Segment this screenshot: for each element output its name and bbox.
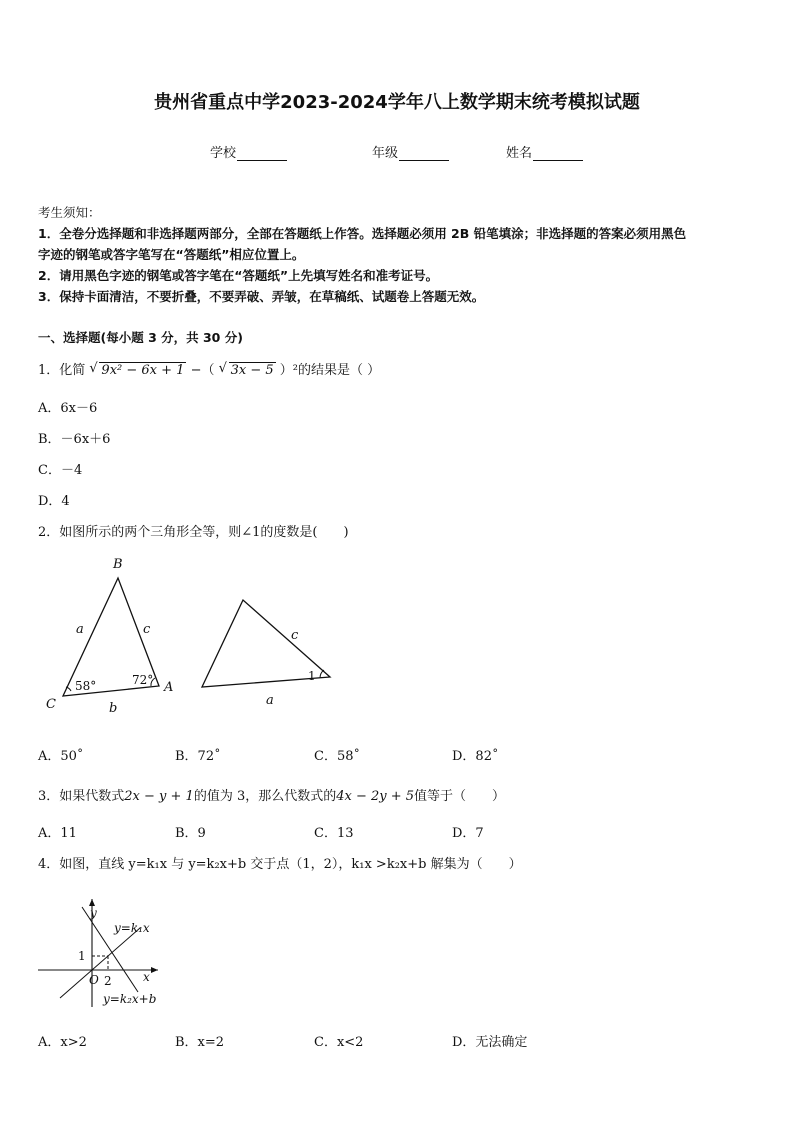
q2-option-b[interactable]: B．72˚ — [175, 749, 221, 764]
radical-sign-icon: √ — [218, 361, 227, 376]
notice-item: 1．全卷分选择题和非选择题两部分，全部在答题纸上作答。选择题必须用 2B 铅笔填涂；非选择题的答案必须用黑色 — [38, 226, 687, 241]
x-axis-arrow-icon — [151, 967, 158, 973]
label-side-a2: a — [266, 693, 274, 708]
q4-option-a[interactable]: A．x>2 — [38, 1035, 87, 1050]
q1-option-d[interactable]: D．4 — [38, 494, 70, 509]
question-4: 4．如图，直线 y=k₁x 与 y=k₂x+b 交于点（1，2），k₁x >k₂x+b 解集为（ ） — [38, 857, 522, 872]
label-origin: O — [89, 973, 99, 987]
q2-triangles-figure — [0, 550, 360, 720]
grade-blank[interactable] — [399, 146, 449, 161]
name-blank[interactable] — [533, 146, 583, 161]
q1-sqrt-2 — [218, 361, 276, 378]
radical-sign-icon: √ — [89, 361, 98, 376]
school-field[interactable] — [210, 142, 287, 161]
q4-option-c[interactable]: C．x<2 — [314, 1035, 364, 1050]
school-blank[interactable] — [237, 146, 287, 161]
label-x-axis: x — [143, 970, 150, 984]
q3-expr-2: 4x − 2y + 5 — [336, 789, 415, 804]
q3-option-b[interactable]: B．9 — [175, 826, 206, 841]
q3-suffix: 值等于（ ） — [414, 789, 506, 804]
q4-option-d[interactable]: D．无法确定 — [452, 1035, 528, 1050]
label-b-vertex: B — [113, 557, 123, 572]
q1-radicand-1: 9x² − 6x + 1 — [101, 363, 185, 378]
q3-option-d[interactable]: D．7 — [452, 826, 484, 841]
q2-option-d[interactable]: D．82˚ — [452, 749, 499, 764]
q1-option-b[interactable]: B．－6x＋6 — [38, 432, 111, 447]
notice-item: 3．保持卡面清洁，不要折叠，不要弄破、弄皱，在草稿纸、试题卷上答题无效。 — [38, 289, 485, 304]
label-tick-2: 2 — [104, 974, 112, 988]
line-k1 — [60, 928, 140, 998]
q3-option-a[interactable]: A．11 — [38, 826, 77, 841]
q1-option-a[interactable]: A．6x－6 — [38, 401, 98, 416]
label-side-b: b — [109, 701, 118, 716]
question-1 — [38, 359, 380, 378]
grade-label: 年级 — [372, 146, 399, 161]
notice-item: 2．请用黑色字迹的钢笔或答字笔在“答题纸”上先填写姓名和准考证号。 — [38, 268, 439, 283]
notice-item: 字迹的钢笔或答字笔写在“答题纸”相应位置上。 — [38, 247, 305, 262]
school-label: 学校 — [210, 146, 237, 161]
q3-option-c[interactable]: C．13 — [314, 826, 354, 841]
q1-prefix: 1．化简 — [38, 363, 86, 378]
question-3 — [38, 785, 505, 804]
label-line-k1: y=k₁x — [114, 921, 150, 935]
label-angle-1: 1 — [308, 669, 316, 683]
q4-option-b[interactable]: B．x=2 — [175, 1035, 225, 1050]
q1-minus: −（ — [190, 363, 215, 378]
notice-heading: 考生须知： — [38, 205, 101, 220]
question-2: 2．如图所示的两个三角形全等，则∠1的度数是( ) — [38, 525, 349, 540]
page-title: 贵州省重点中学2023-2024学年八上数学期末统考模拟试题 — [154, 92, 640, 113]
q4-graph-figure — [30, 895, 180, 1015]
y-axis-arrow-icon — [89, 899, 95, 906]
q1-option-c[interactable]: C．－4 — [38, 463, 83, 478]
label-tick-1: 1 — [78, 949, 86, 963]
q1-radicand-2: 3x − 5 — [230, 363, 274, 378]
section-heading: 一、选择题(每小题 3 分，共 30 分) — [38, 330, 243, 345]
q1-sqrt-1 — [89, 361, 186, 378]
name-field[interactable] — [506, 142, 583, 161]
label-angle-58: 58° — [75, 679, 97, 693]
q3-middle: 的值为 3，那么代数式的 — [193, 789, 337, 804]
label-side-a: a — [76, 622, 84, 637]
label-side-c2: c — [291, 628, 299, 643]
q1-suffix: ）²的结果是（ ） — [279, 363, 381, 378]
label-c-vertex: C — [46, 697, 56, 712]
q2-option-c[interactable]: C．58˚ — [314, 749, 360, 764]
label-a-vertex: A — [164, 680, 174, 695]
label-angle-72: 72° — [132, 673, 154, 687]
q2-option-a[interactable]: A．50˚ — [38, 749, 84, 764]
name-label: 姓名 — [506, 146, 533, 161]
grade-field[interactable] — [372, 142, 449, 161]
label-y-axis: y — [90, 906, 97, 920]
label-line-k2: y=k₂x+b — [103, 992, 157, 1006]
q3-expr-1: 2x − y + 1 — [124, 789, 194, 804]
label-side-c: c — [143, 622, 151, 637]
q3-prefix: 3．如果代数式 — [38, 789, 125, 804]
